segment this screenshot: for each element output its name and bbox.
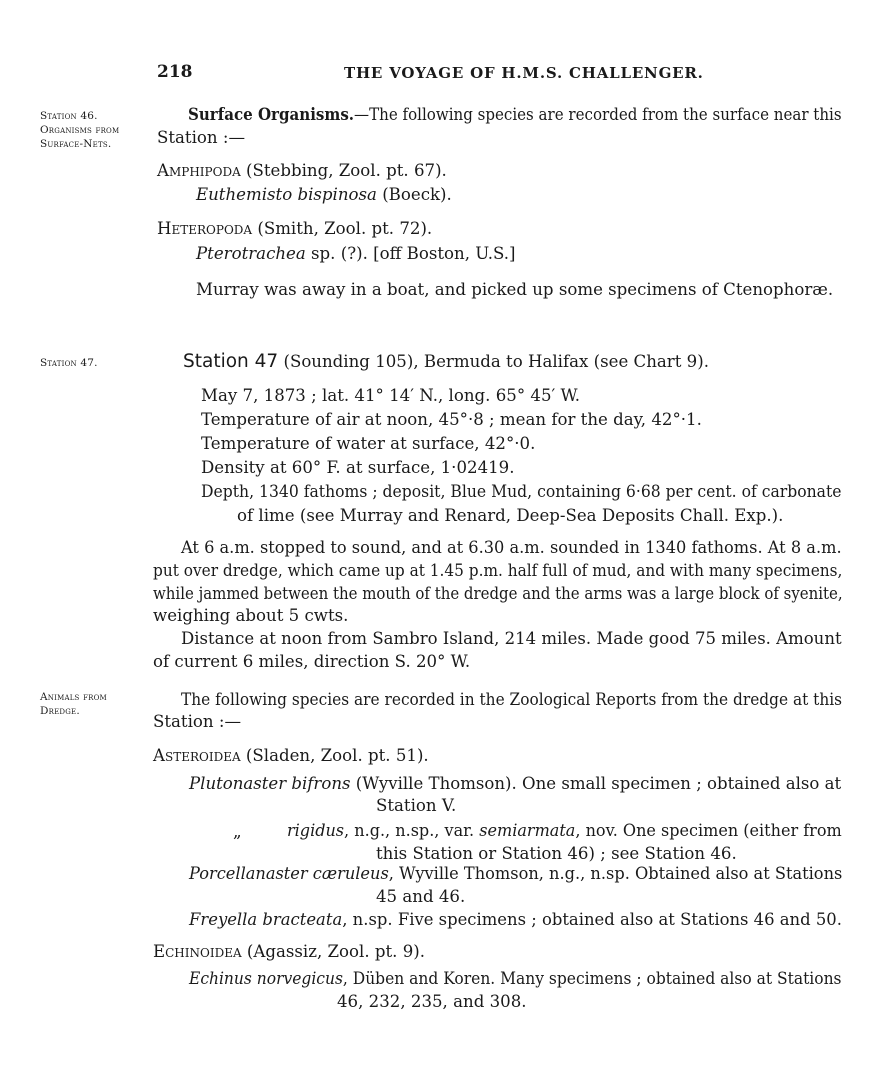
sidenote-dredge: Dredge. — [40, 705, 80, 717]
narrative-line-3: while jammed between the mouth of the dredge and the arms was a large block of syenite, — [153, 584, 843, 603]
station-47-title: Station 47 — [183, 351, 279, 372]
surface-heading: Surface Organisms. — [188, 104, 355, 124]
porcellanaster-cont: 45 and 46. — [376, 887, 466, 906]
rigidus-note: , nov. One specimen (either from — [575, 821, 842, 840]
freyella-note: , n.sp. Five specimens ; obtained also at Stations 46 and 50. — [342, 910, 842, 929]
station-47-date: May 7, 1873 ; lat. 41° 14′ N., long. 65° 45′ W. — [201, 386, 580, 405]
station-47-heading — [183, 351, 709, 373]
dredge-intro-cont: Station :— — [153, 712, 242, 731]
echinus-line — [189, 968, 842, 990]
heteropoda-group: Heteropoda — [157, 219, 253, 238]
station-47-density: Density at 60° F. at surface, 1·02419. — [201, 458, 515, 477]
distance-line-2: of current 6 miles, direction S. 20° W. — [153, 652, 471, 671]
sidenote-station-47: Station 47. — [40, 357, 98, 369]
echinoidea-group: Echinoidea — [153, 942, 242, 961]
porcellanaster-note: , Wyville Thomson, n.g., n.sp. Obtained also at Stations — [388, 864, 843, 883]
surface-intro-cont: Station :— — [157, 128, 246, 147]
plutonaster-line — [189, 773, 841, 795]
running-title: THE VOYAGE OF H.M.S. CHALLENGER. — [344, 64, 704, 82]
heteropoda-line — [157, 218, 432, 240]
rigidus-cont: this Station or Station 46) ; see Station 46. — [376, 844, 737, 863]
station-47-air-temp: Temperature of air at noon, 45°·8 ; mean for the day, 42°·1. — [201, 410, 702, 429]
murray-note: Murray was away in a boat, and picked up some specimens of Ctenophoræ. — [196, 280, 834, 299]
freyella-species: Freyella bracteata — [189, 910, 343, 929]
pterotrachea-line — [196, 243, 516, 265]
station-47-water-temp: Temperature of water at surface, 42°·0. — [201, 434, 536, 453]
echinus-note: , Düben and Koren. Many specimens ; obtained also at Stations — [342, 969, 842, 988]
rigidus-mid: , n.g., n.sp., var. — [344, 821, 480, 840]
sidenote-animals-from: Animals from — [40, 691, 107, 703]
pterotrachea-species: Pterotrachea — [196, 244, 306, 263]
sidenote-organisms: Organisms from — [40, 124, 120, 136]
asteroidea-ref: (Sladen, Zool. pt. 51). — [240, 746, 429, 765]
euthemisto-authority: (Boeck). — [376, 185, 452, 204]
amphipoda-ref: (Stebbing, Zool. pt. 67). — [240, 161, 447, 180]
rigidus-line — [287, 820, 842, 842]
echinus-species: Echinus norvegicus — [189, 969, 343, 988]
dredge-intro: The following species are recorded in the Zoological Reports from the dredge at this — [181, 690, 843, 709]
plutonaster-species: Plutonaster bifrons — [189, 774, 351, 793]
distance-line-1: Distance at noon from Sambro Island, 214 miles. Made good 75 miles. Amount — [181, 629, 842, 648]
surface-intro: —The following species are recorded from the surface near this — [354, 105, 842, 124]
sidenote-station-46: Station 46. — [40, 110, 98, 122]
narrative-line-2: put over dredge, which came up at 1.45 p.m. half full of mud, and with many specimens, — [153, 561, 843, 580]
station-47-depth-cont: of lime (see Murray and Renard, Deep-Sea Deposits Chall. Exp.). — [237, 506, 784, 525]
echinoidea-line — [153, 941, 425, 963]
narrative-line-1: At 6 a.m. stopped to sound, and at 6.30 a.m. sounded in 1340 fathoms. At 8 a.m. — [181, 538, 842, 557]
echinoidea-ref: (Agassiz, Zool. pt. 9). — [241, 942, 426, 961]
asteroidea-group: Asteroidea — [153, 746, 241, 765]
porcellanaster-species: Porcellanaster cæruleus — [189, 864, 389, 883]
plutonaster-cont: Station V. — [376, 796, 457, 815]
euthemisto-species: Euthemisto bispinosa — [196, 185, 377, 204]
echinus-cont: 46, 232, 235, and 308. — [337, 992, 527, 1011]
ditto-mark: „ — [233, 822, 242, 841]
amphipoda-group: Amphipoda — [157, 161, 241, 180]
narrative-line-4: weighing about 5 cwts. — [153, 606, 349, 625]
surface-intro-line — [188, 103, 842, 126]
euthemisto-line — [196, 184, 452, 206]
semiarmata-variety: semiarmata — [479, 821, 576, 840]
amphipoda-line — [157, 160, 447, 182]
freyella-line — [189, 909, 842, 931]
porcellanaster-line — [189, 863, 842, 885]
plutonaster-note: (Wyville Thomson). One small specimen ; obtained also at — [350, 774, 842, 793]
rigidus-species: rigidus — [287, 821, 345, 840]
station-47-title-rest: (Sounding 105), Bermuda to Halifax (see Chart 9). — [278, 352, 709, 371]
page-number: 218 — [157, 62, 193, 82]
pterotrachea-note: sp. (?). [off Boston, U.S.] — [305, 244, 516, 263]
sidenote-surface-nets: Surface-Nets. — [40, 138, 112, 150]
station-47-depth: Depth, 1340 fathoms ; deposit, Blue Mud, containing 6·68 per cent. of carbonate — [201, 482, 842, 501]
heteropoda-ref: (Smith, Zool. pt. 72). — [252, 219, 433, 238]
asteroidea-line — [153, 745, 429, 767]
